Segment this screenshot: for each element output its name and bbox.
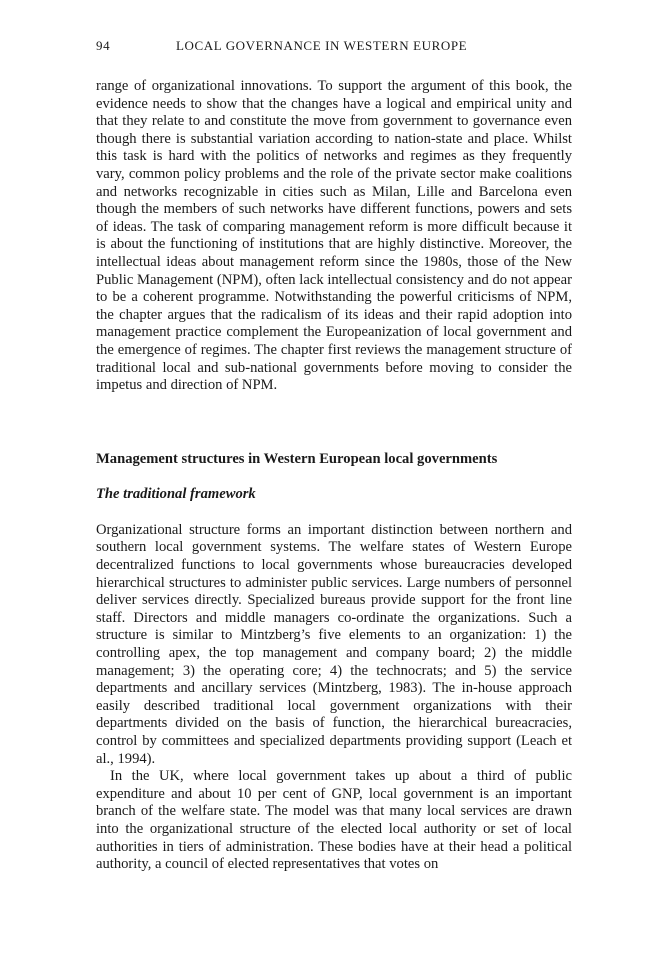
section-heading: Management structures in Western European local governments: [96, 450, 498, 467]
subsection-heading: The traditional framework: [96, 486, 256, 503]
running-head: LOCAL GOVERNANCE IN WESTERN EUROPE: [176, 38, 468, 53]
body-paragraph-1: range of organizational innovations. To support the argument of this book, the evidence needs to show that the changes have a logical and empirical unity and that they relate to and constitute the move from government to governance even though there is substantial variation according to nation-state and place. Whilst this task is hard with the politics of networks and regimes as they frequently vary, common policy problems and the role of the private sector make coalitions and networks recognizable in cities such as Milan, Lille and Barcelona even though the members of such networks have different functions, powers and sets of ideas. The task of comparing management reform is more difficult because it is about the functioning of institutions that are highly distinctive. Moreover, the intellectual ideas about management reform since the 1980s, those of the New Public Management (NPM), often lack intellectual consistency and do not appear to be a coherent programme. Notwithstanding the powerful criticisms of NPM, the chapter argues that the radicalism of its ideas and their rapid adoption into management practice complement the Europeanization of local government and the emergence of regimes. The chapter first reviews the management structure of traditional local and sub-national governments before moving to consider the impetus and direction of NPM.: [96, 78, 572, 394]
book-page: [96, 38, 572, 874]
body-paragraph-2: Organizational structure forms an important distinction between northern and southern local government systems. The welfare states of Western Europe decentralized functions to local governments whose bureaucracies developed hierarchical structures to administer public services. Large numbers of personnel deliver services directly. Specialized bureaus provide support for the front line staff. Directors and middle managers co-ordinate the organizations. Such a structure is similar to Mintzberg’s five elements to an organization: 1) the controlling apex, the top management and company board; 2) the middle management; 3) the operating core; 4) the technocrats; and 5) the service departments and ancillary services (Mintzberg, 1983). The in-house approach easily described traditional local government organizations with their departments divided on the basis of function, the hierarchical bureacracies, control by committees and specialized departments providing support (Leach et al., 1994).: [96, 521, 572, 767]
page-number: 94: [96, 38, 111, 53]
page-header: [96, 38, 572, 56]
body-paragraph-3: In the UK, where local government takes up about a third of public expenditure and about 10 per cent of GNP, local government is an important branch of the welfare state. The model was that many local services are drawn into the organizational structure of the elected local authority or set of local authorities in tiers of administration. These bodies have at their head a political authority, a council of elected representatives that votes on: [96, 768, 572, 873]
